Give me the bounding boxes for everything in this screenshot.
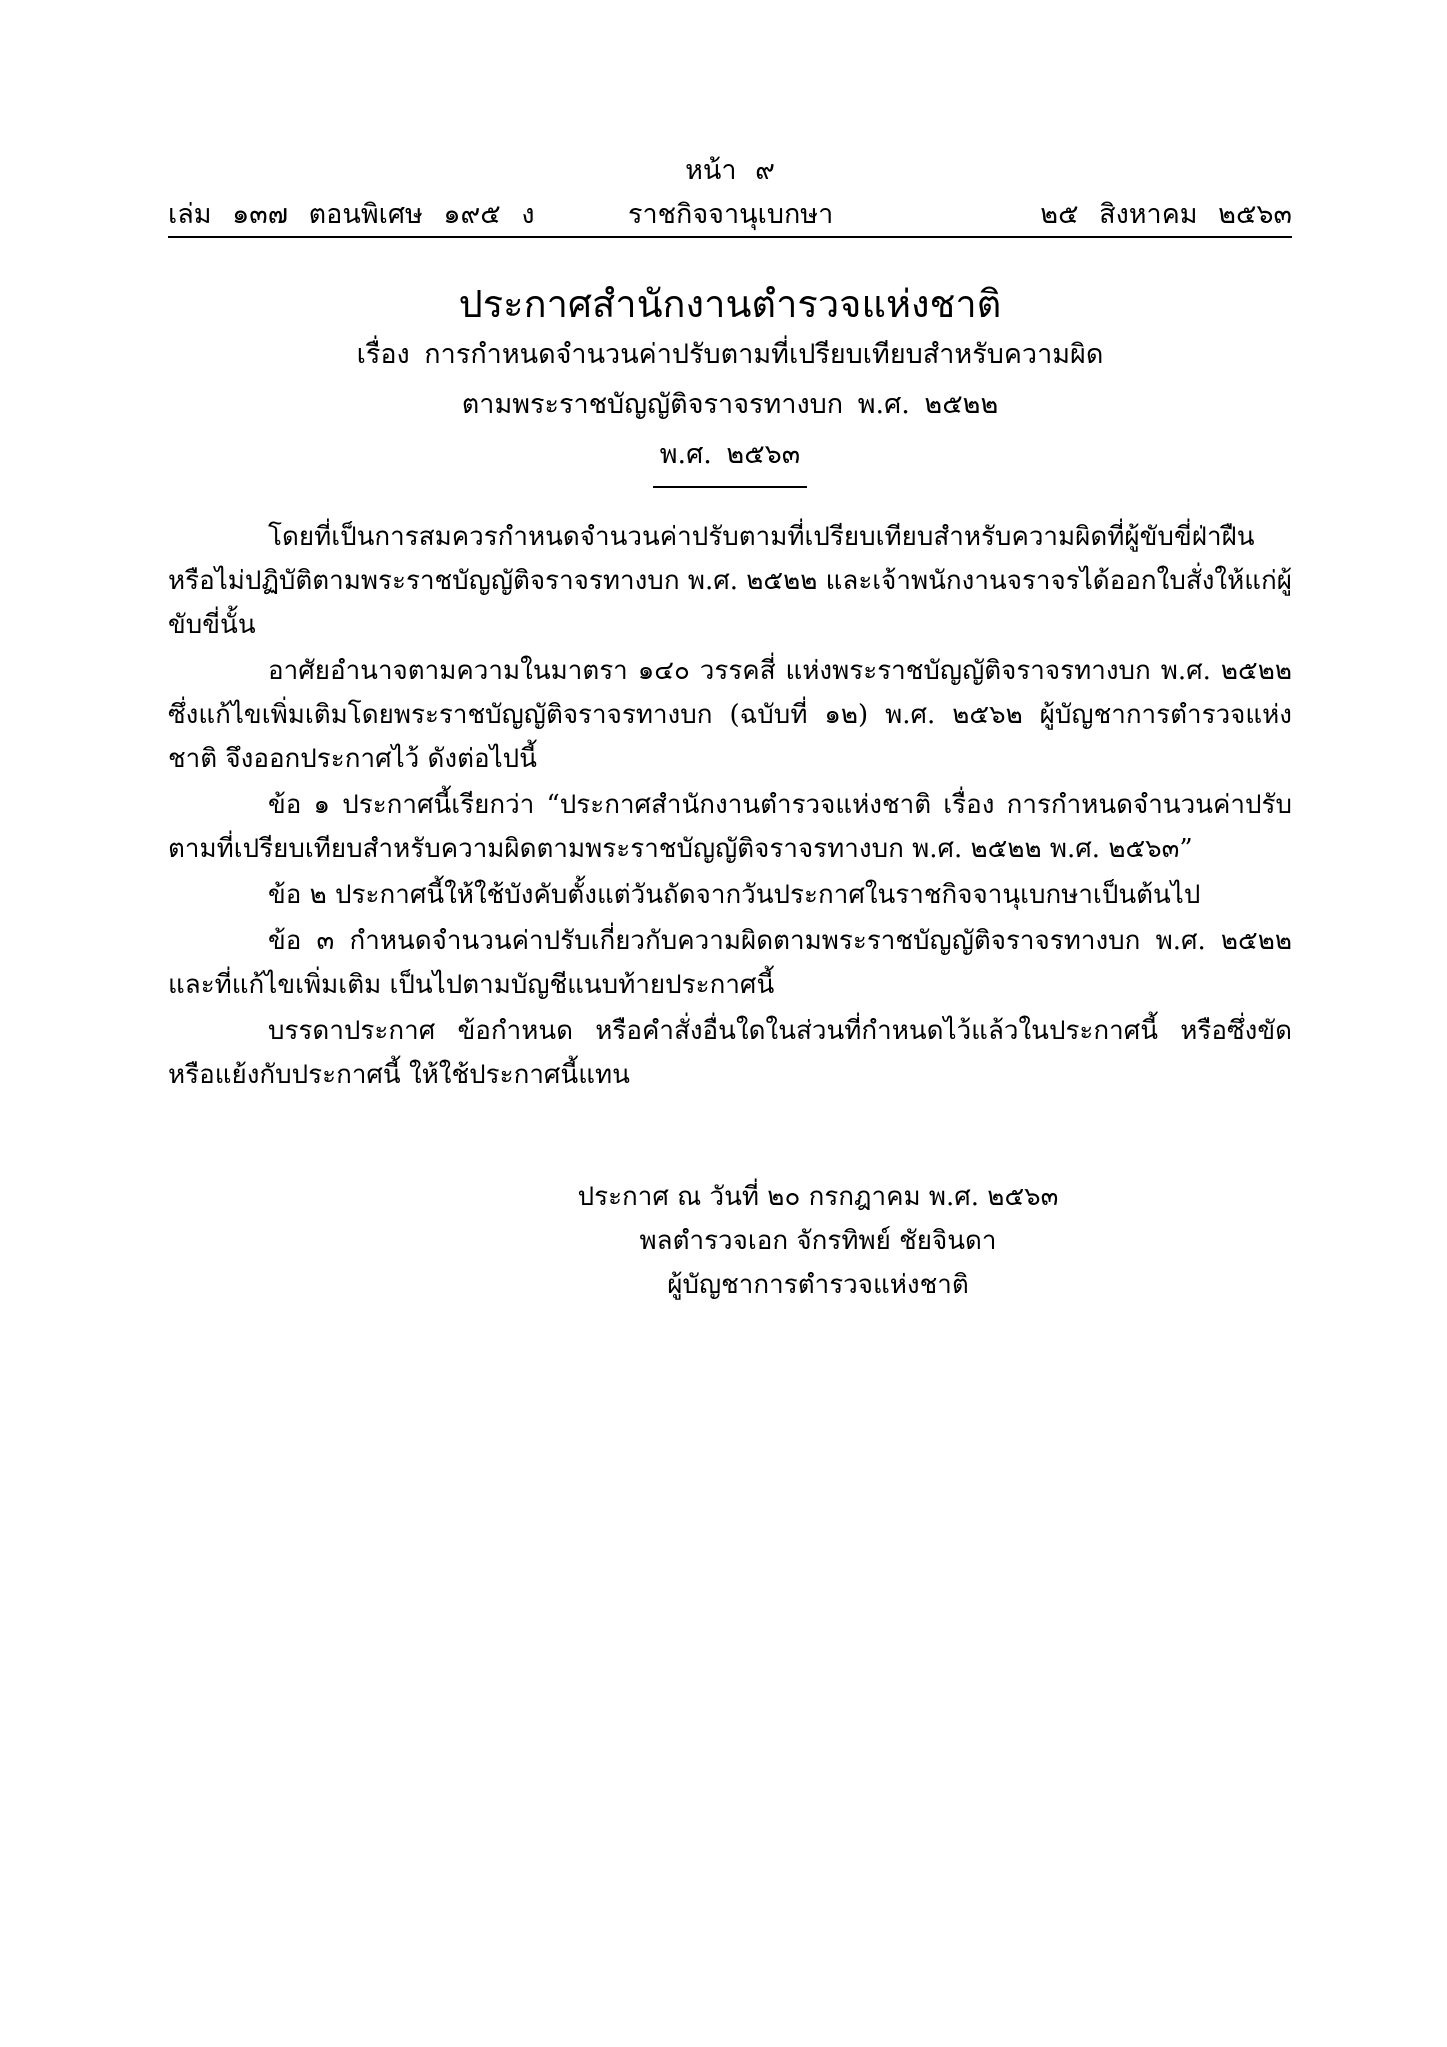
title-divider [653,486,807,488]
gazette-name: ราชกิจจานุเบกษา [628,199,834,230]
signatory-name: พลตำรวจเอก จักรทิพย์ ชัยจินดา [639,1226,997,1256]
document-page [168,0,1292,2047]
gazette-header [168,192,1292,232]
paragraph-preamble: โดยที่เป็นการสมควรกำหนดจำนวนค่าปรับตามที่เปรียบเทียบสำหรับความผิดที่ผู้ขับขี่ฝ่าฝืน หรือไม่ปฏิบัติตามพระราชบัญญัติจราจรทางบก พ.ศ. ๒๕๒๒ และเจ้าพนักงานจราจรได้ออกใบสั่งให้แก่ผู้ขับขี่นั้น [168,522,1292,640]
signature-date: ประกาศ ณ วันที่ ๒๐ กรกฎาคม พ.ศ. ๒๕๖๓ [577,1182,1059,1212]
announcement-title: ประกาศสำนักงานตำรวจแห่งชาติ [458,282,1002,326]
announcement-body [168,515,1292,1099]
publication-date: ๒๕ สิงหาคม ๒๕๖๓ [1040,199,1292,230]
page-number: หน้า ๙ [685,155,775,186]
paragraph-clause-2: ข้อ ๒ ประกาศนี้ให้ใช้บังคับตั้งแต่วันถัดจากวันประกาศในราชกิจจานุเบกษาเป็นต้นไป [268,880,1201,910]
announcement-year: พ.ศ. ๒๕๖๓ [659,439,801,470]
header-divider [168,236,1292,238]
paragraph-authority: อาศัยอำนาจตามความในมาตรา ๑๔๐ วรรคสี่ แห่งพระราชบัญญัติจราจรทางบก พ.ศ. ๒๕๒๒ ซึ่งแก้ไขเพิ่มเติมโดยพระราชบัญญัติจราจรทางบก (ฉบับที่ ๑๒) พ.ศ. ๒๕๖๒ ผู้บัญชาการตำรวจแห่งชาติ จึงออกประกาศไว้ ดังต่อไปนี้ [168,656,1292,774]
announcement-title-block [168,278,1292,488]
signatory-position: ผู้บัญชาการตำรวจแห่งชาติ [667,1270,969,1300]
signature-block [538,1175,1098,1307]
volume-info: เล่ม ๑๓๗ ตอนพิเศษ ๑๙๕ ง [168,199,535,230]
paragraph-clause-1: ข้อ ๑ ประกาศนี้เรียกว่า “ประกาศสำนักงานตำรวจแห่งชาติ เรื่อง การกำหนดจำนวนค่าปรับตามที่เปรียบเทียบสำหรับความผิดตามพระราชบัญญัติจราจรทางบก พ.ศ. ๒๕๒๒ พ.ศ. ๒๕๖๓” [168,790,1292,864]
paragraph-repeal: บรรดาประกาศ ข้อกำหนด หรือคำสั่งอื่นใดในส่วนที่กำหนดไว้แล้วในประกาศนี้ หรือซึ่งขัด หรือแย้งกับประกาศนี้ ให้ใช้ประกาศนี้แทน [168,1016,1292,1090]
announcement-subject-line-1: เรื่อง การกำหนดจำนวนค่าปรับตามที่เปรียบเทียบสำหรับความผิด [356,339,1104,370]
paragraph-clause-3: ข้อ ๓ กำหนดจำนวนค่าปรับเกี่ยวกับความผิดตามพระราชบัญญัติจราจรทางบก พ.ศ. ๒๕๒๒ และที่แก้ไขเพิ่มเติม เป็นไปตามบัญชีแนบท้ายประกาศนี้ [168,926,1292,1000]
announcement-subject-line-2: ตามพระราชบัญญัติจราจรทางบก พ.ศ. ๒๕๒๒ [461,389,999,420]
